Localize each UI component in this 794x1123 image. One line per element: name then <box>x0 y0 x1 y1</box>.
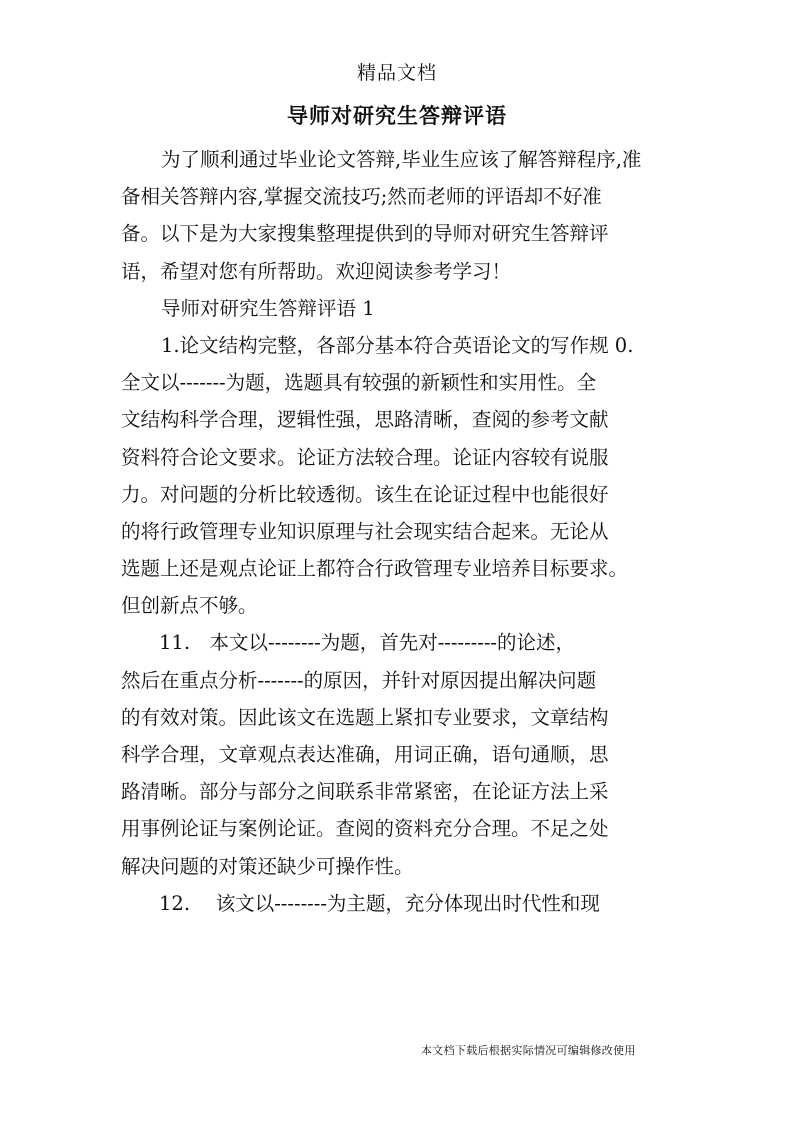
body-line: 文结构科学合理，逻辑性强，思路清晰，查阅的参考文献 <box>121 408 609 432</box>
body-line: 然后在重点分析-------的原因，并针对原因提出解决问题 <box>121 668 597 692</box>
body-line: 科学合理，文章观点表达准确，用词正确，语句通顺，思 <box>121 743 609 766</box>
document-title: 导师对研究生答辩评语 <box>287 103 507 128</box>
body-line: 但创新点不够。 <box>121 594 258 618</box>
body-line: 全文以-------为题，选题具有较强的新颖性和实用性。全 <box>121 371 597 395</box>
body-line: 备相关答辩内容,掌握交流技巧;然而老师的评语却不好准 <box>121 185 602 209</box>
body-line: 1.论文结构完整，各部分基本符合英语论文的写作规 0. <box>161 333 634 357</box>
body-line: 力。对问题的分析比较透彻。该生在论证过程中也能很好 <box>121 482 609 506</box>
page-header: 精品文档 <box>356 62 437 84</box>
body-line: 语，希望对您有所帮助。欢迎阅读参考学习！ <box>121 259 512 283</box>
body-line: 的有效对策。因此该文在选题上紧扣专业要求，文章结构 <box>121 705 609 729</box>
body-line: 资料符合论文要求。论证方法较合理。论证内容较有说服 <box>121 445 609 469</box>
body-line: 12. 该文以--------为主题，充分体现出时代性和现 <box>159 891 600 915</box>
body-line: 备。以下是为大家搜集整理提供到的导师对研究生答辩评 <box>121 222 609 246</box>
body-line: 解决问题的对策还缺少可操作性。 <box>121 854 414 878</box>
body-line: 选题上还是观点论证上都符合行政管理专业培养目标要求。 <box>121 557 629 581</box>
section-heading: 导师对研究生答辩评语 1 <box>161 296 375 320</box>
body-line: 路清晰。部分与部分之间联系非常紧密，在论证方法上采 <box>121 780 609 804</box>
body-line: 为了顺利通过毕业论文答辩,毕业生应该了解答辩程序,准 <box>161 148 642 171</box>
body-line: 11. 本文以--------为题，首先对---------的论述， <box>159 631 576 655</box>
body-line: 的将行政管理专业知识原理与社会现实结合起来。无论从 <box>121 519 609 543</box>
document-body <box>121 141 681 922</box>
page-footer: 本文档下载后根据实际情况可编辑修改使用 <box>421 1044 636 1057</box>
body-line: 用事例论证与案例论证。查阅的资料充分合理。不足之处 <box>121 817 609 841</box>
